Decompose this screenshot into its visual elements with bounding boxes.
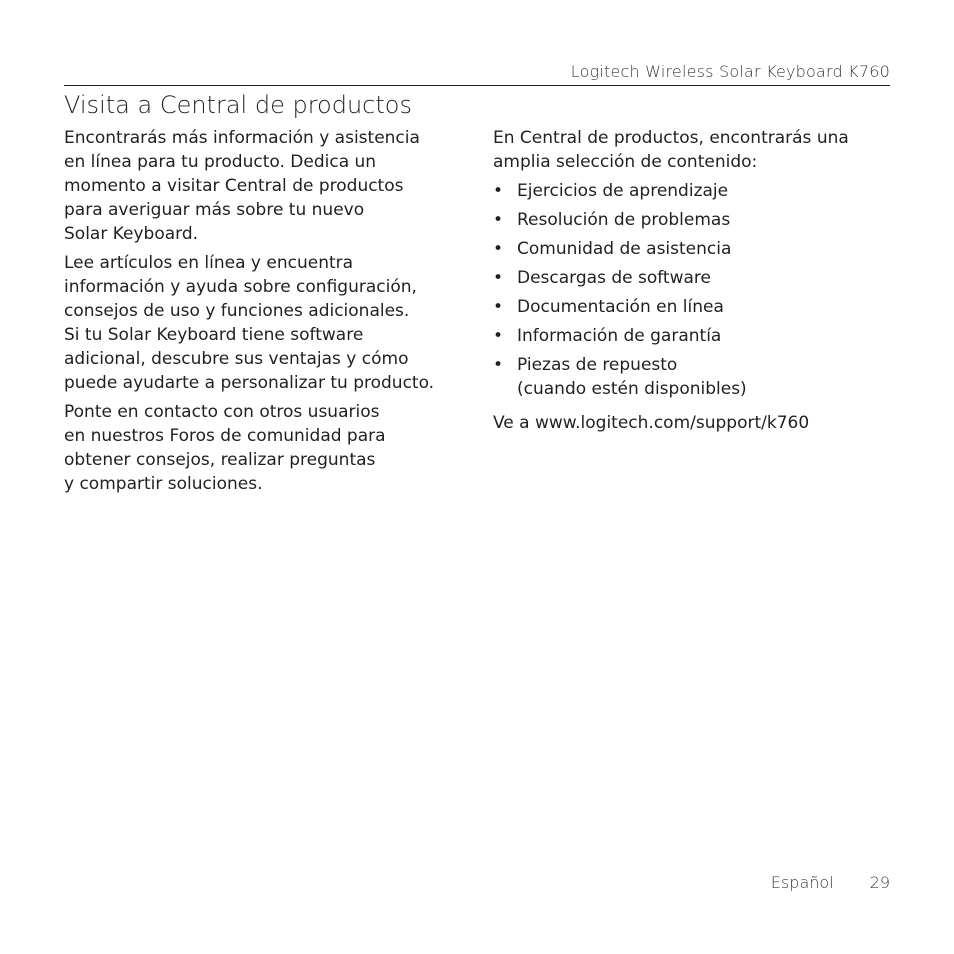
list-item-text: (cuando estén disponibles): [517, 379, 747, 399]
paragraph-community: [64, 400, 464, 496]
list-item: [493, 208, 893, 232]
list-item: [493, 179, 893, 203]
text-line: amplia selección de contenido:: [493, 152, 758, 172]
list-item-text: Comunidad de asistencia: [517, 239, 732, 259]
list-item-text: Documentación en línea: [517, 297, 724, 317]
list-item-text: Descargas de software: [517, 268, 711, 288]
header-title: Logitech Wireless Solar Keyboard K760: [570, 62, 890, 81]
bullet-icon: •: [493, 326, 504, 346]
bullet-icon: •: [493, 239, 504, 259]
list-item-text: Información de garantía: [517, 326, 722, 346]
list-item-text: Ejercicios de aprendizaje: [517, 181, 729, 201]
text-line: en nuestros Foros de comunidad para: [64, 426, 386, 446]
right-column: [493, 126, 893, 435]
paragraph-articles: [64, 251, 464, 395]
text-line: puede ayudarte a personalizar tu producto.: [64, 373, 435, 393]
page-number: 29: [869, 873, 890, 892]
text-line: información y ayuda sobre configuración,: [64, 277, 417, 297]
text-line: Solar Keyboard.: [64, 224, 199, 244]
text-line: y compartir soluciones.: [64, 474, 263, 494]
bullet-icon: •: [493, 210, 504, 230]
text-line: consejos de uso y funciones adicionales.: [64, 301, 410, 321]
bullet-icon: •: [493, 268, 504, 288]
text-line: obtener consejos, realizar preguntas: [64, 450, 376, 470]
bullet-icon: •: [493, 297, 504, 317]
text-line: En Central de productos, encontrarás una: [493, 128, 849, 148]
header-rule: [64, 85, 890, 86]
footer-language: Español: [770, 873, 834, 892]
content-intro: [493, 126, 893, 174]
list-item: [493, 324, 893, 348]
page-footer: [771, 873, 890, 892]
list-item: [493, 237, 893, 261]
list-item-text: Piezas de repuesto: [517, 355, 678, 375]
list-item: [493, 353, 893, 401]
left-column: [64, 126, 464, 501]
text-line: momento a visitar Central de productos: [64, 176, 404, 196]
text-line: adicional, descubre sus ventajas y cómo: [64, 349, 409, 369]
bullet-icon: •: [493, 181, 504, 201]
content-list: [493, 179, 893, 401]
text-line: en línea para tu producto. Dedica un: [64, 152, 377, 172]
text-line: Ponte en contacto con otros usuarios: [64, 402, 380, 422]
text-line: para averiguar más sobre tu nuevo: [64, 200, 365, 220]
paragraph-intro: [64, 126, 464, 246]
text-line: Encontrarás más información y asistencia: [64, 128, 420, 148]
bullet-icon: •: [493, 355, 504, 375]
text-line: Lee artículos en línea y encuentra: [64, 253, 354, 273]
list-item: [493, 266, 893, 290]
list-item: [493, 295, 893, 319]
page-title: Visita a Central de productos: [64, 91, 412, 119]
text-line: Si tu Solar Keyboard tiene software: [64, 325, 364, 345]
list-item-text: Resolución de problemas: [517, 210, 731, 230]
support-url: Ve a www.logitech.com/support/k760: [493, 413, 810, 433]
